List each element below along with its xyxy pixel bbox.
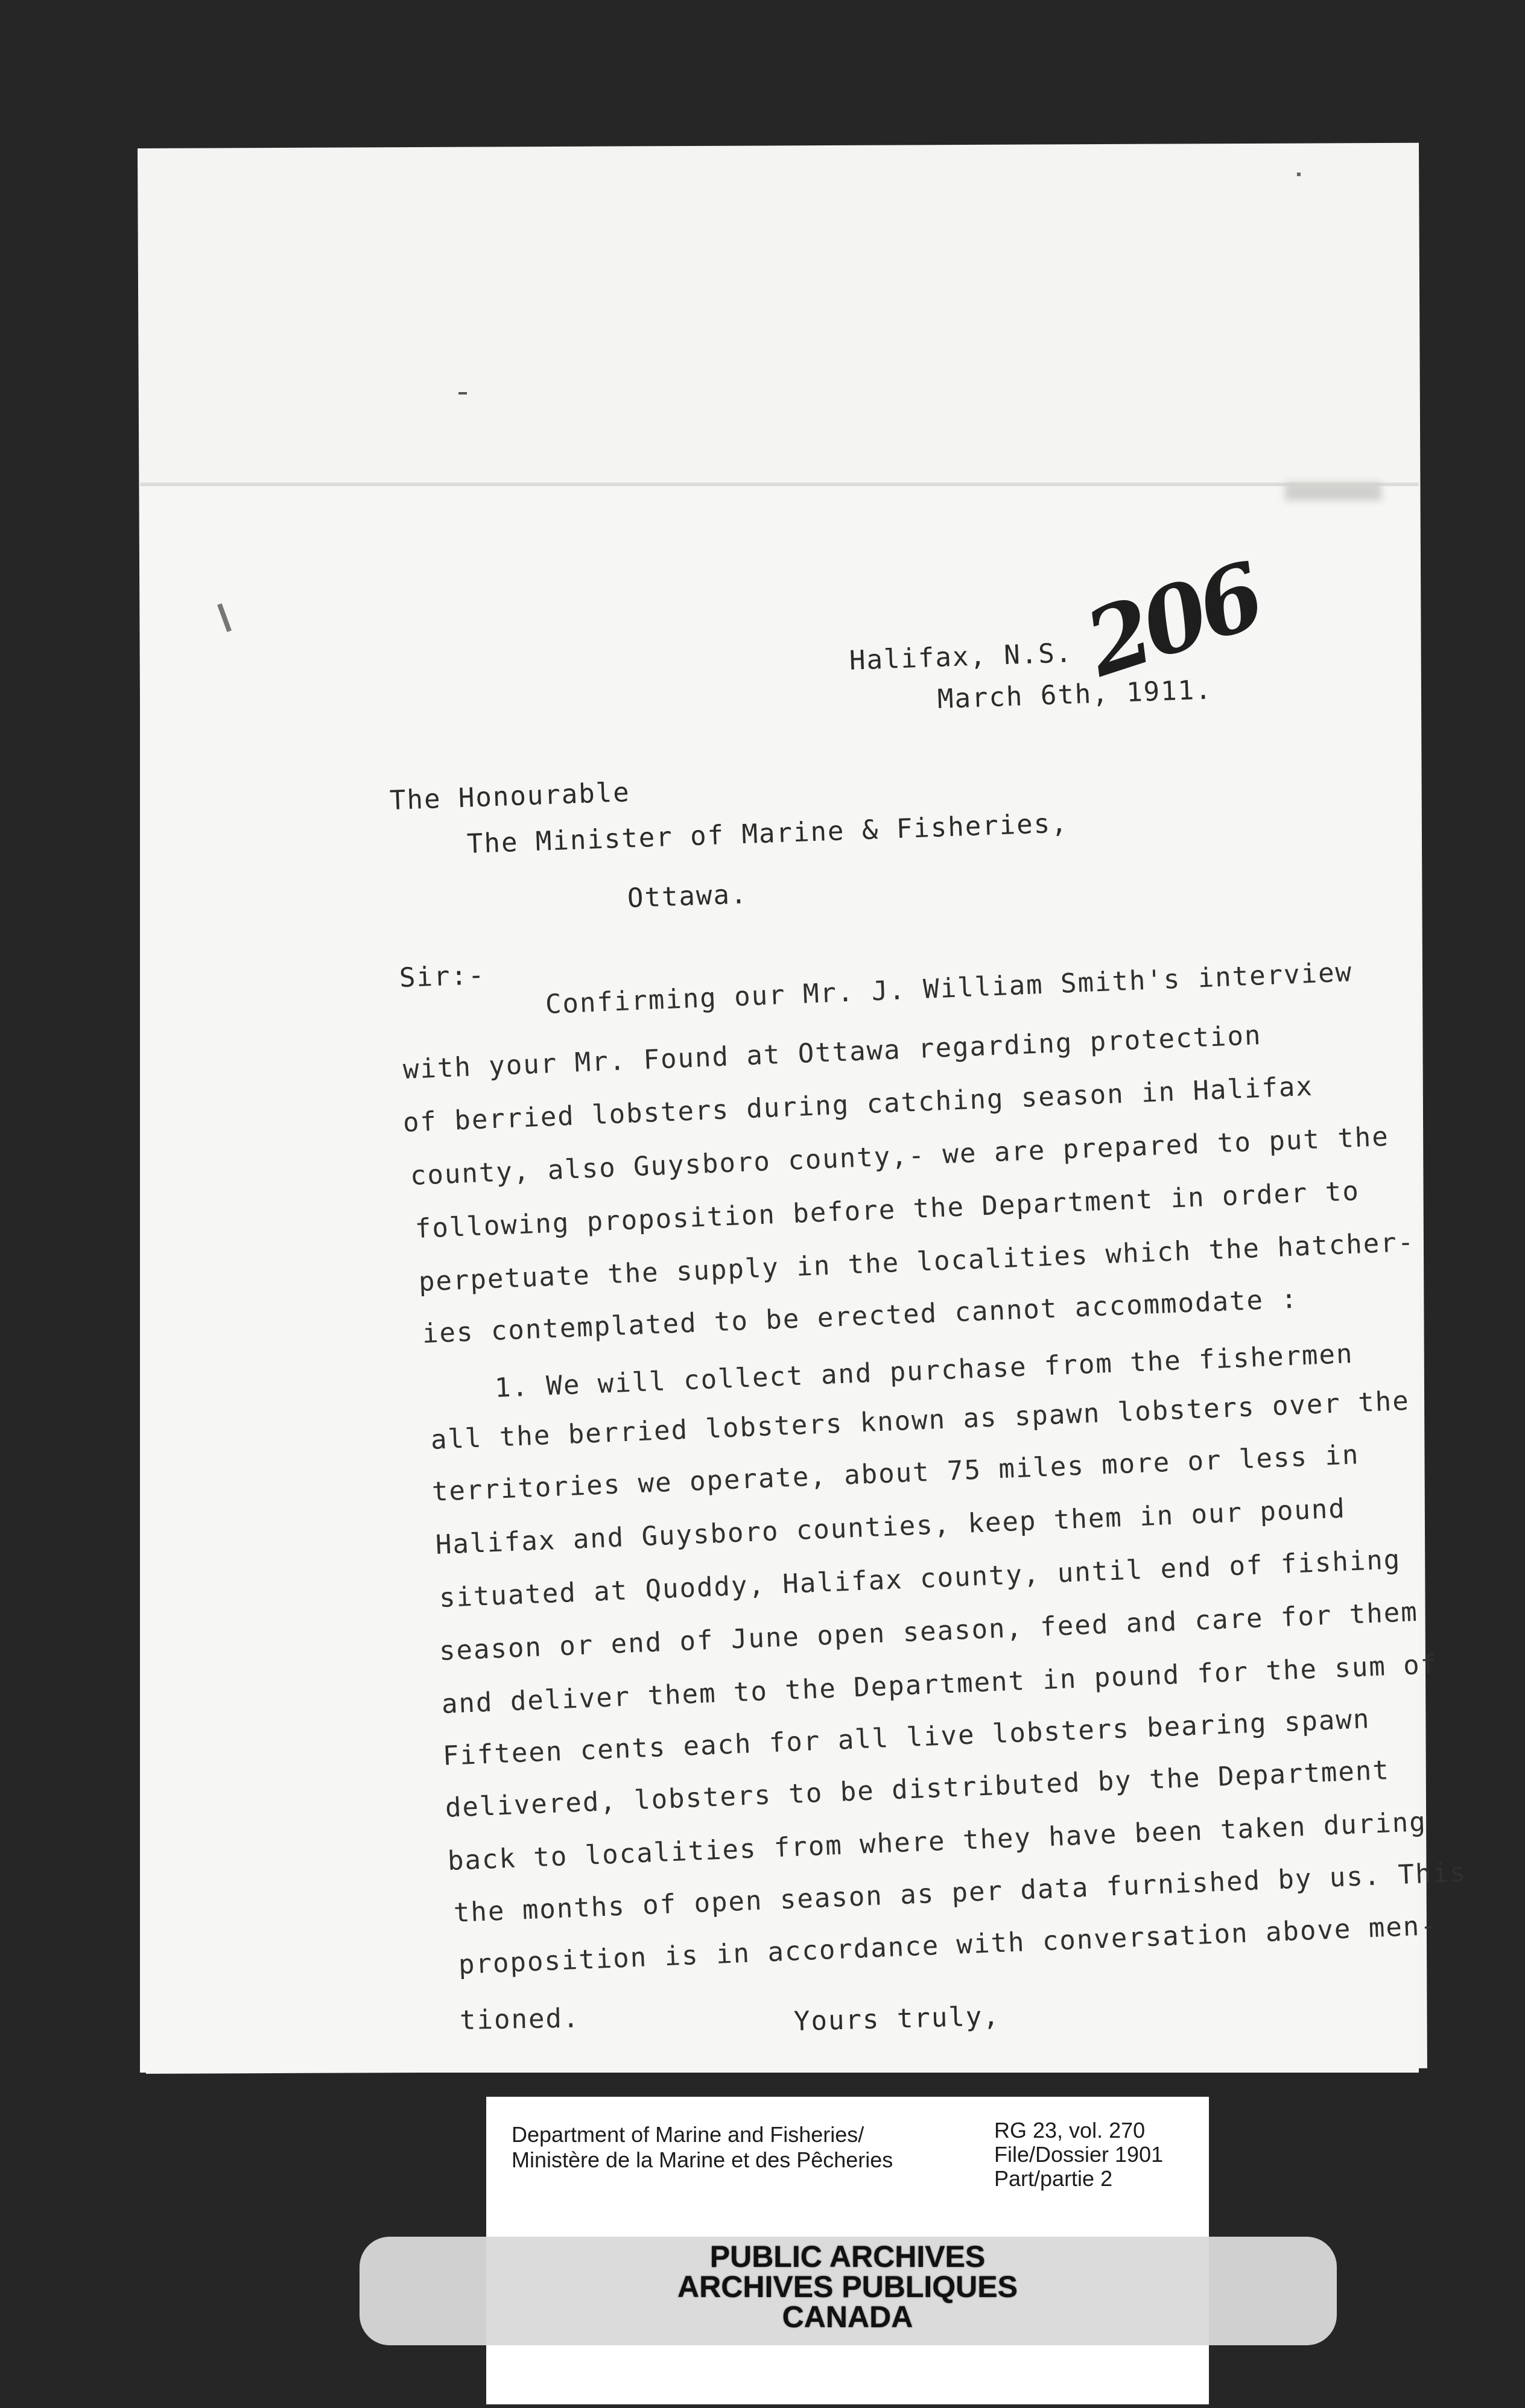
body-line: 1. We will collect and purchase from the fishermen [493,1338,1354,1404]
body-line: tioned. [459,2003,580,2036]
addressee-line-2: The Minister of Marine & Fisheries, [466,808,1069,860]
body-line: all the berried lobsters known as spawn lobsters over the [430,1385,1410,1456]
page-fold-shadow [1285,483,1381,501]
stamp-line-3: CANADA [782,2300,913,2334]
letter-place: Halifax, N.S. [849,638,1074,676]
body-line: proposition is in accordance with conversation above men- [457,1910,1438,1980]
salutation: Sir:- [399,960,486,993]
body-line: Fifteen cents each for all live lobsters bearing spawn [442,1703,1371,1772]
department-fr: Ministère de la Marine et des Pêcheries [512,2147,893,2172]
body-line: delivered, lobsters to be distributed by the Department [444,1755,1390,1823]
body-line: and deliver them to the Department in pound for the sum of [440,1649,1439,1720]
body-line: back to localities from where they have been taken during [446,1806,1427,1877]
department-en: Department of Marine and Fisheries/ [512,2122,864,2147]
body-line: ies contemplated to be erected cannot accommodate : [421,1283,1299,1349]
body-line: season or end of June open season, feed and care for them [438,1596,1419,1667]
archive-reference [994,2118,1163,2191]
file-number: File/Dossier 1901 [994,2142,1164,2167]
archives-stamp [486,2242,1209,2332]
body-line: the months of open season as per data furnished by us. This [452,1857,1468,1928]
body-line: county, also Guysboro county,- we are prepared to put the [409,1121,1390,1191]
body-line: perpetuate the supply in the localities which the hatcher- [417,1226,1416,1297]
letter-closing: Yours truly, [793,2001,1001,2037]
archive-label [486,2097,1209,2404]
body-line: with your Mr. Found at Ottawa regarding protection [402,1019,1263,1085]
body-line: situated at Quoddy, Halifax county, until end of fishing [438,1544,1402,1614]
speck-mark [1297,173,1301,176]
letter-date: March 6th, 1911. [937,674,1213,715]
body-line: following proposition before the Department in order to [414,1176,1360,1244]
body-line: Confirming our Mr. J. William Smith's interview [544,957,1353,1020]
addressee-line-3: Ottawa. [627,879,749,914]
archive-department [512,2122,893,2173]
stamp-line-1: PUBLIC ARCHIVES [709,2240,986,2273]
body-line: of berried lobsters during catching season in Halifax [402,1071,1314,1138]
body-line: Halifax and Guysboro counties, keep them in our pound [434,1493,1346,1560]
reference-number: RG 23, vol. 270 [994,2118,1146,2143]
body-line: territories we operate, about 75 miles more or less in [431,1439,1360,1507]
handwritten-file-number: 206 [1073,542,1273,698]
part-number: Part/partie 2 [994,2166,1113,2191]
stamp-line-2: ARCHIVES PUBLIQUES [677,2270,1018,2304]
speck-mark [458,392,467,394]
addressee-line-1: The Honourable [389,777,631,816]
